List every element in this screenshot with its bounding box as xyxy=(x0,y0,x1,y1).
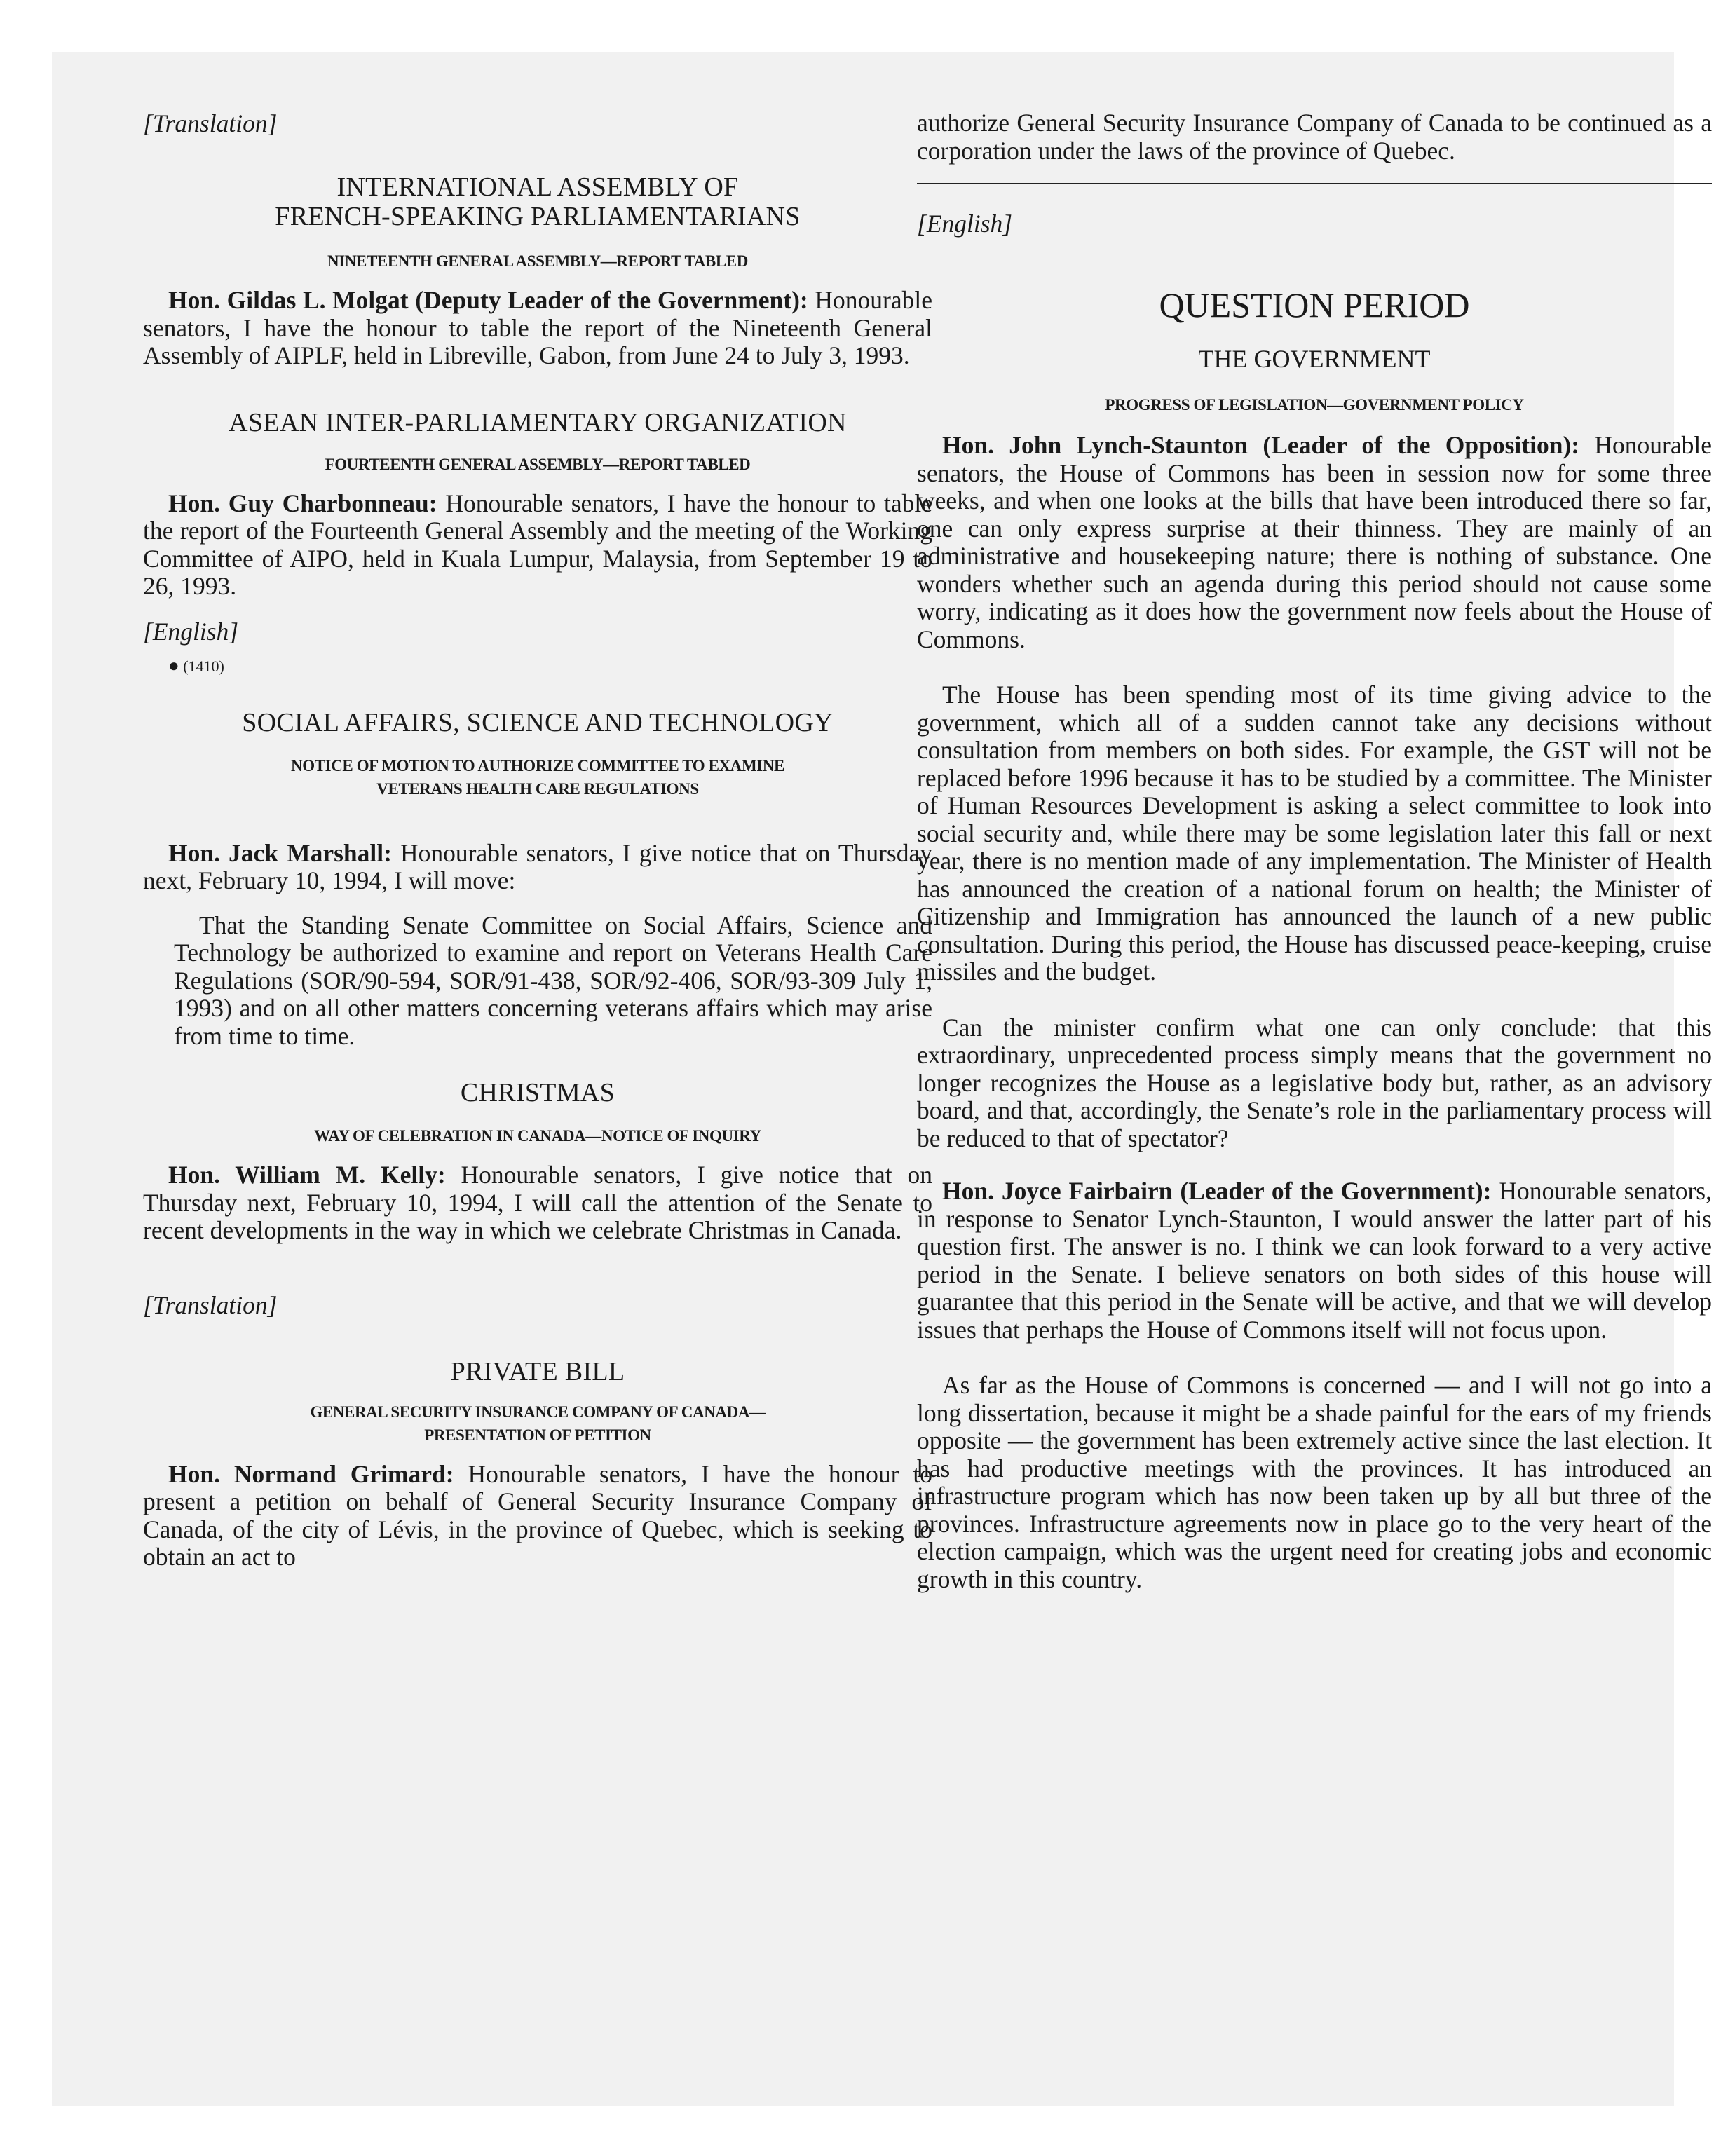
section-heading: PRIVATE BILL xyxy=(450,1356,625,1386)
language-note: [Translation] xyxy=(143,109,278,137)
page-sheet xyxy=(52,52,1712,2106)
language-note: [English] xyxy=(917,210,1013,238)
speaker-name: Hon. Joyce Fairbairn (Leader of the Government): xyxy=(942,1177,1492,1205)
speaker-name: Hon. Normand Grimard: xyxy=(168,1459,454,1488)
section-subheading: WAY OF CELEBRATION IN CANADA—NOTICE OF INQUIRY xyxy=(314,1127,761,1145)
paragraph xyxy=(143,1161,932,1245)
paragraph: Can the minister confirm what one can only conclude: that this extraordinary, unprecedented process simply means that the government no longer recognizes the House as a legislative body but, rather, as an advisory board, and that, accordingly, the Senate’s role in the parliamentary process will be reduced to that of spectator? xyxy=(917,1013,1712,1152)
section-subheading: PROGRESS OF LEGISLATION—GOVERNMENT POLICY xyxy=(1105,396,1524,414)
paragraph xyxy=(917,1178,1712,1344)
right-column xyxy=(917,109,1712,1593)
paragraph-text: Honourable senators, I have the honour to table the report of the Fourteenth General Assembly and the meeting of the Working Committee of AIPO, held in Kuala Lumpur, Malaysia, from September 19 to 26, 1993. xyxy=(143,489,932,600)
speaker-name: Hon. John Lynch-Staunton (Leader of the Opposition): xyxy=(942,431,1580,459)
section-subheading xyxy=(143,754,932,800)
paragraph-text: Honourable senators, I give notice that on Thursday next, February 10, 1994, I will call the attention of the Senate to recent developments in the way in which we celebrate Christmas in Canada. xyxy=(143,1161,932,1244)
subheading-line: VETERANS HEALTH CARE REGULATIONS xyxy=(376,779,699,798)
section-subheading xyxy=(143,1400,932,1447)
paragraph xyxy=(143,1461,932,1571)
paragraph xyxy=(143,287,932,370)
paragraph-continued: authorize General Security Insurance Company of Canada to be continued as a corporation under the laws of the province of Quebec. xyxy=(917,109,1712,165)
motion-quote: That the Standing Senate Committee on Social Affairs, Science and Technology be authorized to examine and report on Veterans Health Care Regulations (SOR/90-594, SOR/91-438, SOR/92-406, SOR/93-309 July 1, 1993) and on all other matters concerning veterans affairs which may arise from time to time. xyxy=(174,910,932,1050)
speaker-name: Hon. Guy Charbonneau: xyxy=(168,489,437,517)
paragraph: The House has been spending most of its time giving advice to the government, which all of a sudden cannot take any decisions without consultation from members on both sides. For example, the GST will not be replaced before 1996 because it has to be studied by a committee. The Minister of Human Resources Development is asking a select committee to look into social security and, while there may be some legislation later this fall or next year, there is no mention made of any implementation. The Minister of Health has announced the creation of a national forum on health; the Minister of Citizenship and Immigration has announced the launch of a new public consultation. During this period, the House has discussed peace-keeping, cruise missiles and the budget. xyxy=(917,681,1712,985)
section-heading: ASEAN INTER-PARLIAMENTARY ORGANIZATION xyxy=(229,407,847,437)
speaker-name: Hon. Gildas L. Molgat (Deputy Leader of the Government): xyxy=(168,286,808,314)
speaker-name: Hon. Jack Marshall: xyxy=(168,838,392,867)
time-text: (1410) xyxy=(183,657,224,675)
paragraph: As far as the House of Commons is concerned — and I will not go into a long dissertation, because it might be a shade painful for the ears of my friends opposite — the government has been extremely active since the last election. It has had productive meetings with the provinces. It has introduced an infrastructure program which has now been taken up by all but three of the provinces. Infrastructure agreements now in place go to the very heart of the election campaign, which was the urgent need for creating jobs and economic growth in this country. xyxy=(917,1371,1712,1593)
paragraph xyxy=(917,432,1712,653)
paragraph xyxy=(143,490,932,601)
speaker-name: Hon. William M. Kelly: xyxy=(168,1161,446,1189)
paragraph-text: Honourable senators, I have the honour to table the report of the Nineteenth General Assembly of AIPLF, held in Libreville, Gabon, from June 24 to July 3, 1993. xyxy=(143,286,932,369)
bullet-icon: ● xyxy=(168,655,179,676)
language-note: [Translation] xyxy=(143,1290,278,1319)
page-title: QUESTION PERIOD xyxy=(1159,285,1470,325)
paragraph-text: Honourable senators, I have the honour to present a petition on behalf of General Security Insurance Company of Canada, of the city of Lévis, in the province of Quebec, which is seeking to obtain an act to xyxy=(143,1459,932,1571)
section-heading xyxy=(143,172,932,231)
paragraph-text: Honourable senators, the House of Commons has been in session now for some three weeks, and when one looks at the bills that have been introduced there so far, one can only express surprise at their thinness. They are mainly of an administrative and housekeeping nature; there is nothing of substance. One wonders whether such an agenda during this period should not cause some worry, indicating as it does how the government now feels about the House of Commons. xyxy=(917,431,1712,653)
time-stamp xyxy=(143,655,932,677)
paragraph-text: Honourable senators, I give notice that on Thursday next, February 10, 1994, I will move: xyxy=(143,838,932,894)
section-subheading: FOURTEENTH GENERAL ASSEMBLY—REPORT TABLED xyxy=(325,455,751,473)
section-subheading: NINETEENTH GENERAL ASSEMBLY—REPORT TABLED xyxy=(327,252,748,270)
section-heading: SOCIAL AFFAIRS, SCIENCE AND TECHNOLOGY xyxy=(242,707,834,737)
heading-line: FRENCH-SPEAKING PARLIAMENTARIANS xyxy=(275,202,801,231)
heading-line: INTERNATIONAL ASSEMBLY OF xyxy=(336,172,739,202)
language-note: [English] xyxy=(143,617,239,646)
subheading-line: NOTICE OF MOTION TO AUTHORIZE COMMITTEE TO EXAMINE xyxy=(291,756,784,775)
section-heading: THE GOVERNMENT xyxy=(1198,345,1431,373)
subheading-line: GENERAL SECURITY INSURANCE COMPANY OF CANADA— xyxy=(310,1403,766,1421)
subheading-line: PRESENTATION OF PETITION xyxy=(424,1426,651,1444)
left-column xyxy=(143,109,932,1571)
paragraph-text: Honourable senators, in response to Senator Lynch-Staunton, I would answer the latter part of his question first. The answer is no. I think we can look forward to a very active period in the Senate. I believe senators on both sides of this house will guarantee that this period in the Senate will be active, and that we will develop issues that perhaps the House of Commons itself will not focus upon. xyxy=(917,1177,1712,1344)
paragraph xyxy=(143,840,932,895)
section-heading: CHRISTMAS xyxy=(460,1078,615,1107)
divider xyxy=(917,183,1712,184)
